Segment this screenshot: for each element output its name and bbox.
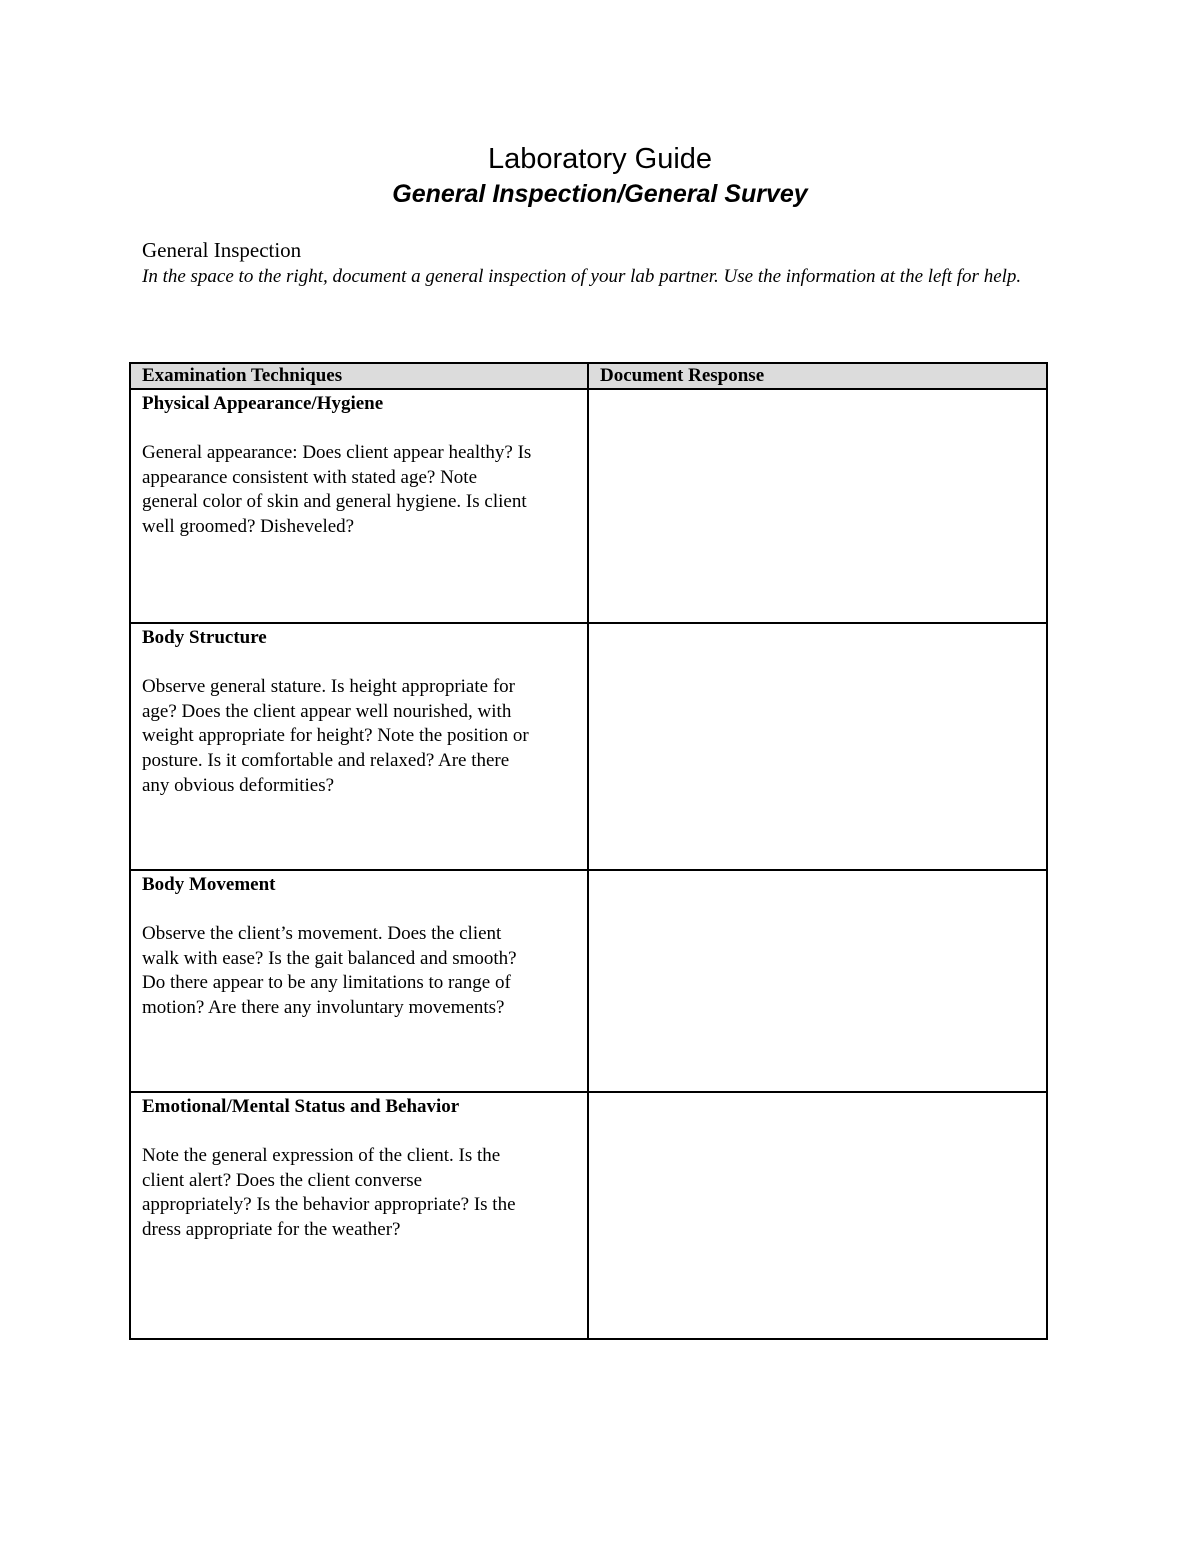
table-header-row [130, 363, 1047, 389]
column-header-response: Document Response [588, 363, 1047, 389]
page-header [0, 140, 1200, 210]
table-row [130, 870, 1047, 1092]
table-row [130, 1092, 1047, 1339]
technique-title: Body Structure [142, 627, 267, 648]
section-heading: General Inspection [142, 238, 302, 262]
table-row [130, 623, 1047, 870]
column-header-techniques: Examination Techniques [130, 363, 588, 389]
intro-section [142, 236, 1042, 289]
response-cell[interactable] [588, 1092, 1047, 1339]
technique-cell [130, 870, 588, 1092]
technique-description: Note the general expression of the client. Is the client alert? Does the client converse appropriately? Is the behavior appropriate? Is the dress appropriate for the weather? [142, 1144, 516, 1241]
response-cell[interactable] [588, 870, 1047, 1092]
response-cell[interactable] [588, 623, 1047, 870]
technique-cell [130, 1092, 588, 1339]
instructions-text: In the space to the right, document a general inspection of your lab partner. Use the information at the left for help. [142, 266, 1022, 287]
technique-cell [130, 623, 588, 870]
technique-description: Observe the client’s movement. Does the client walk with ease? Is the gait balanced and smooth? Do there appear to be any limitations to range of motion? Are there any involuntary movements? [142, 922, 517, 1019]
page-subtitle: General Inspection/General Survey [392, 180, 808, 208]
technique-description: Observe general stature. Is height appropriate for age? Does the client appear well nourished, with weight appropriate for height? Note the position or posture. Is it comfortable and relaxed? Are there any obvious deformities? [142, 675, 529, 796]
response-cell[interactable] [588, 389, 1047, 623]
table-row [130, 389, 1047, 623]
technique-title: Emotional/Mental Status and Behavior [142, 1096, 460, 1117]
page-title: Laboratory Guide [487, 143, 713, 175]
technique-cell [130, 389, 588, 623]
technique-description: General appearance: Does client appear healthy? Is appearance consistent with stated age? Note general color of skin and general hygiene. Is client well groomed? Disheveled? [142, 441, 532, 538]
technique-title: Body Movement [142, 874, 276, 895]
technique-title: Physical Appearance/Hygiene [142, 393, 384, 414]
exam-table [129, 362, 1048, 1340]
